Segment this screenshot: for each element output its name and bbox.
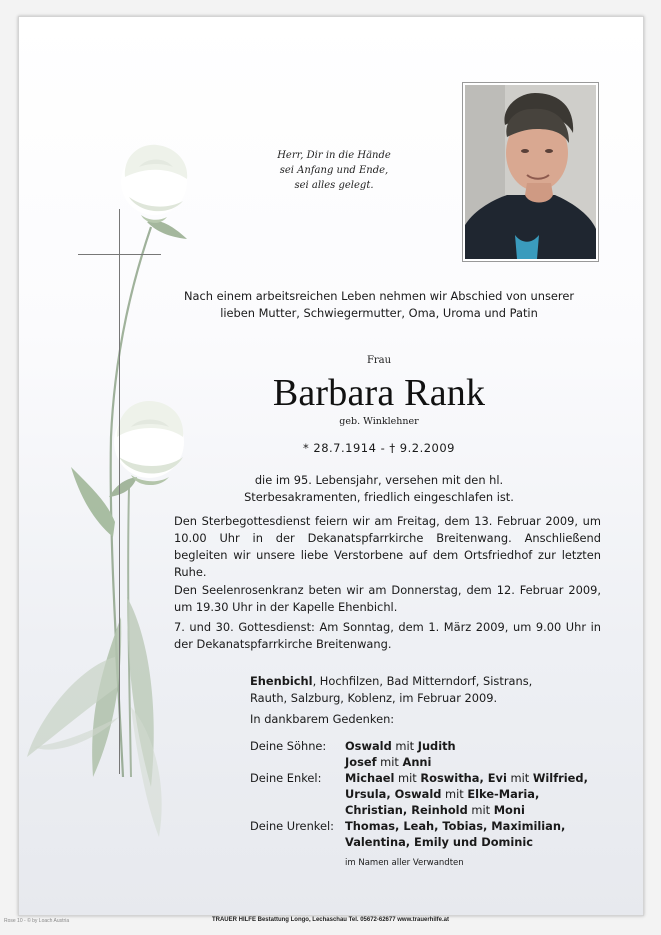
portrait-photo — [462, 82, 599, 262]
verse — [259, 148, 409, 193]
intro-text — [169, 288, 589, 322]
death-note-line-2: Sterbesakramenten, friedlich eingeschlafen ist. — [244, 490, 514, 504]
deceased-title: Frau — [366, 355, 392, 366]
family-list — [250, 738, 588, 850]
masses-paragraph: 7. und 30. Gottesdienst: Am Sonntag, dem 1. März 2009, um 9.00 Uhr in der Dekanatspfarrkirche Breitenwang. — [174, 620, 601, 651]
list-item: Valentina, Emily und Dominic — [345, 835, 534, 849]
portrait-image — [465, 85, 596, 259]
grandchildren-label: Deine Enkel: — [250, 771, 322, 785]
sons-label: Deine Söhne: — [250, 739, 327, 753]
thanks-line: In dankbarem Gedenken: — [250, 712, 395, 726]
list-item: Josef mit Anni — [345, 755, 432, 769]
grandchildren-row — [250, 770, 588, 818]
great-grandchildren-label: Deine Urenkel: — [250, 819, 334, 833]
cross-horizontal — [78, 254, 161, 255]
places-dateline — [250, 673, 540, 707]
funeral-paragraph: Den Sterbegottesdienst feiern wir am Freitag, dem 13. Februar 2009, um 10.00 Uhr in der Dekanatspfarrkirche Breitenwang. Anschließend begleiten wir unsere liebe Verstorbene auf dem Ortsfriedhof zur letzten Ruhe. — [174, 514, 601, 579]
list-item: Christian, Reinhold mit Moni — [345, 803, 525, 817]
verse-line-1: Herr, Dir in die Hände — [277, 150, 391, 161]
grandchildren-names — [345, 770, 588, 818]
footer-credit: Rose 10 - © by Loach Austria — [4, 918, 70, 924]
death-note-line-1: die im 95. Lebensjahr, versehen mit den hl. — [254, 473, 504, 487]
intro-line-1: Nach einem arbeitsreichen Leben nehmen wir Abschied von unserer — [183, 289, 575, 303]
rosary-paragraph: Den Seelenrosenkranz beten wir am Donnerstag, dem 12. Februar 2009, um 19.30 Uhr in der Kapelle Ehenbichl. — [174, 583, 601, 614]
places-line-1-rest: , Hochfilzen, Bad Mitterndorf, Sistrans, — [312, 674, 533, 688]
sons-names — [345, 738, 588, 770]
great-grandchildren-names — [345, 818, 588, 850]
cross-vertical — [119, 209, 120, 774]
list-item: Michael mit Roswitha, Evi mit Wilfried, — [345, 771, 588, 785]
verse-line-2: sei Anfang und Ende, — [279, 165, 389, 176]
maiden-name: geb. Winklehner — [339, 416, 419, 427]
intro-line-2: lieben Mutter, Schwiegermutter, Oma, Uroma und Patin — [220, 306, 538, 320]
closing-line: im Namen aller Verwandten — [345, 858, 464, 868]
deceased-name: Barbara Rank — [272, 372, 486, 414]
great-grandchildren-row — [250, 818, 588, 850]
obituary-card — [18, 16, 644, 916]
place-ehenbichl: Ehenbichl — [250, 674, 313, 688]
list-item: Ursula, Oswald mit Elke-Maria, — [345, 787, 540, 801]
verse-line-3: sei alles gelegt. — [294, 180, 374, 191]
sons-row — [250, 738, 588, 770]
life-dates: * 28.7.1914 - † 9.2.2009 — [302, 441, 455, 455]
list-item: Thomas, Leah, Tobias, Maximilian, — [345, 819, 566, 833]
places-line-2: Rauth, Salzburg, Koblenz, im Februar 2009. — [250, 691, 498, 705]
death-note — [169, 472, 589, 506]
list-item: Oswald mit Judith — [345, 739, 456, 753]
footer-funeral-home: TRAUER HILFE Bestattung Longo, Lechaschau Tel. 05672-62677 www.trauerhilfe.at — [211, 917, 450, 923]
